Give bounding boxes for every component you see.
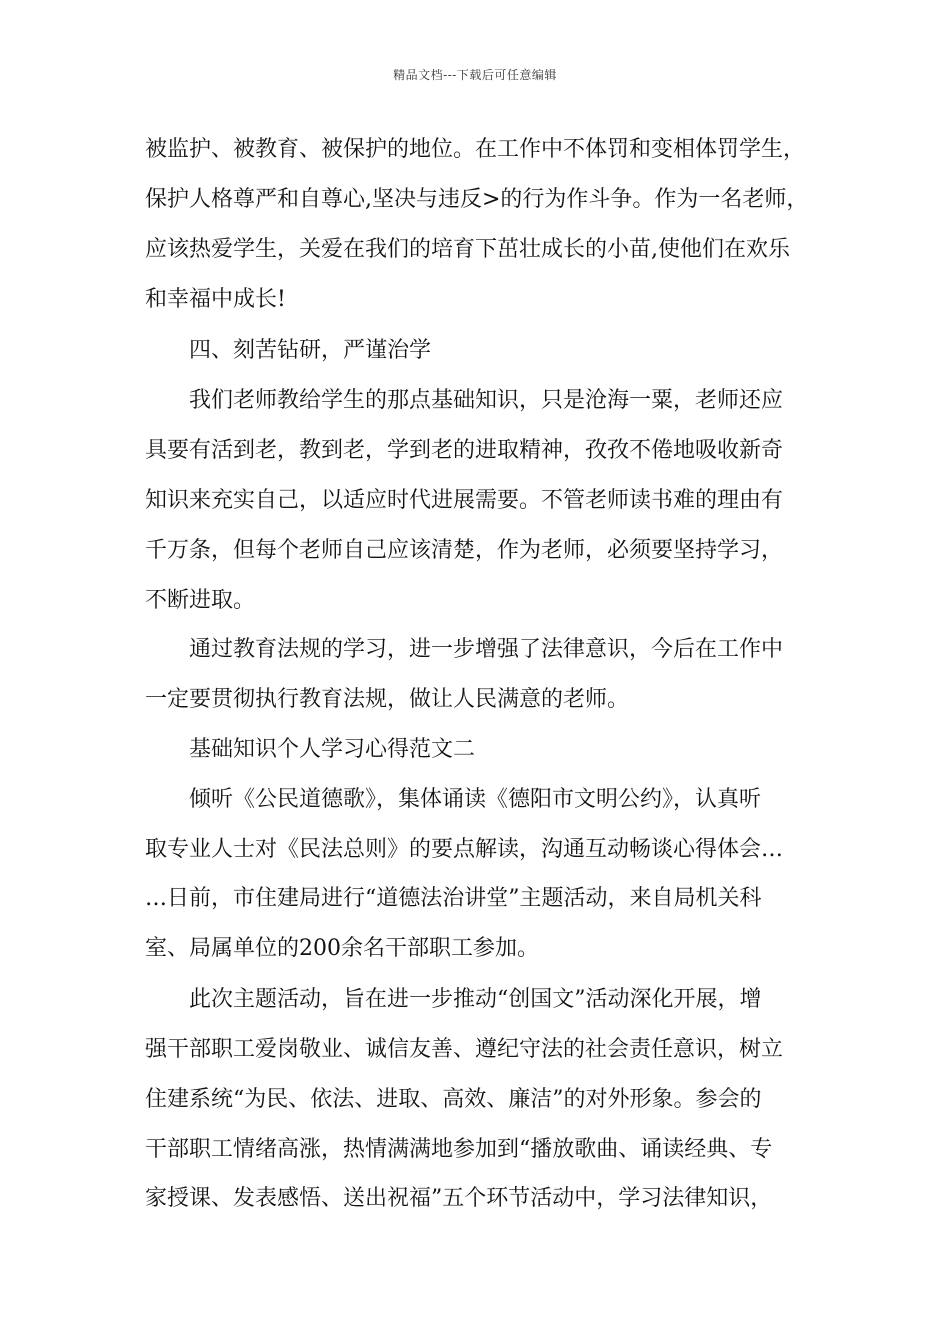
text-line: 干部职工情绪高涨，热情满满地参加到“播放歌曲、诵读经典、专 bbox=[145, 1137, 773, 1162]
text-line: 和幸福中成长! bbox=[145, 287, 286, 312]
page-header: 精品文档---下载后可任意编辑 bbox=[393, 68, 557, 82]
text-line: 保护人格尊严和自尊心,坚决与违反>的行为作斗争。作为一名老师， bbox=[145, 187, 809, 212]
text-line: 室、局属单位的200余名干部职工参加。 bbox=[145, 936, 539, 961]
text-line: 通过教育法规的学习，进一步增强了法律意识，今后在工作中 bbox=[189, 637, 784, 662]
text-line: 家授课、发表感悟、送出祝福”五个环节活动中，学习法律知识， bbox=[145, 1186, 773, 1211]
section-heading: 四、刻苦钻研，严谨治学 bbox=[189, 338, 432, 363]
text-line: 倾听《公民道德歌》，集体诵读《德阳市文明公约》，认真听 bbox=[189, 787, 762, 812]
text-line: 具要有活到老，教到老，学到老的进取精神，孜孜不倦地吸收新奇 bbox=[145, 438, 784, 463]
text-line: 取专业人士对《民法总则》的要点解读，沟通互动畅谈心得体会… bbox=[145, 837, 784, 862]
text-line: 千万条，但每个老师自己应该清楚，作为老师，必须要坚持学习， bbox=[145, 538, 784, 563]
text-line: 被监护、被教育、被保护的地位。在工作中不体罚和变相体罚学生， bbox=[145, 137, 806, 162]
text-line: 应该热爱学生，关爱在我们的培育下茁壮成长的小苗,使他们在欢乐 bbox=[145, 237, 790, 262]
text-line: 不断进取。 bbox=[145, 588, 256, 613]
text-line: 我们老师教给学生的那点基础知识，只是沧海一粟，老师还应 bbox=[189, 388, 784, 413]
text-line: 此次主题活动，旨在进一步推动“创国文”活动深化开展，增 bbox=[189, 987, 762, 1012]
section-heading: 基础知识个人学习心得范文二 bbox=[189, 737, 476, 762]
text-line: 知识来充实自己，以适应时代进展需要。不管老师读书难的理由有 bbox=[145, 488, 784, 513]
text-line: 一定要贯彻执行教育法规，做让人民满意的老师。 bbox=[145, 687, 630, 712]
text-line: …日前，市住建局进行“道德法治讲堂”主题活动，来自局机关科 bbox=[145, 886, 762, 911]
text-line: 强干部职工爱岗敬业、诚信友善、遵纪守法的社会责任意识，树立 bbox=[145, 1037, 784, 1062]
text-line: 住建系统“为民、依法、进取、高效、廉洁”的对外形象。参会的 bbox=[145, 1087, 762, 1112]
